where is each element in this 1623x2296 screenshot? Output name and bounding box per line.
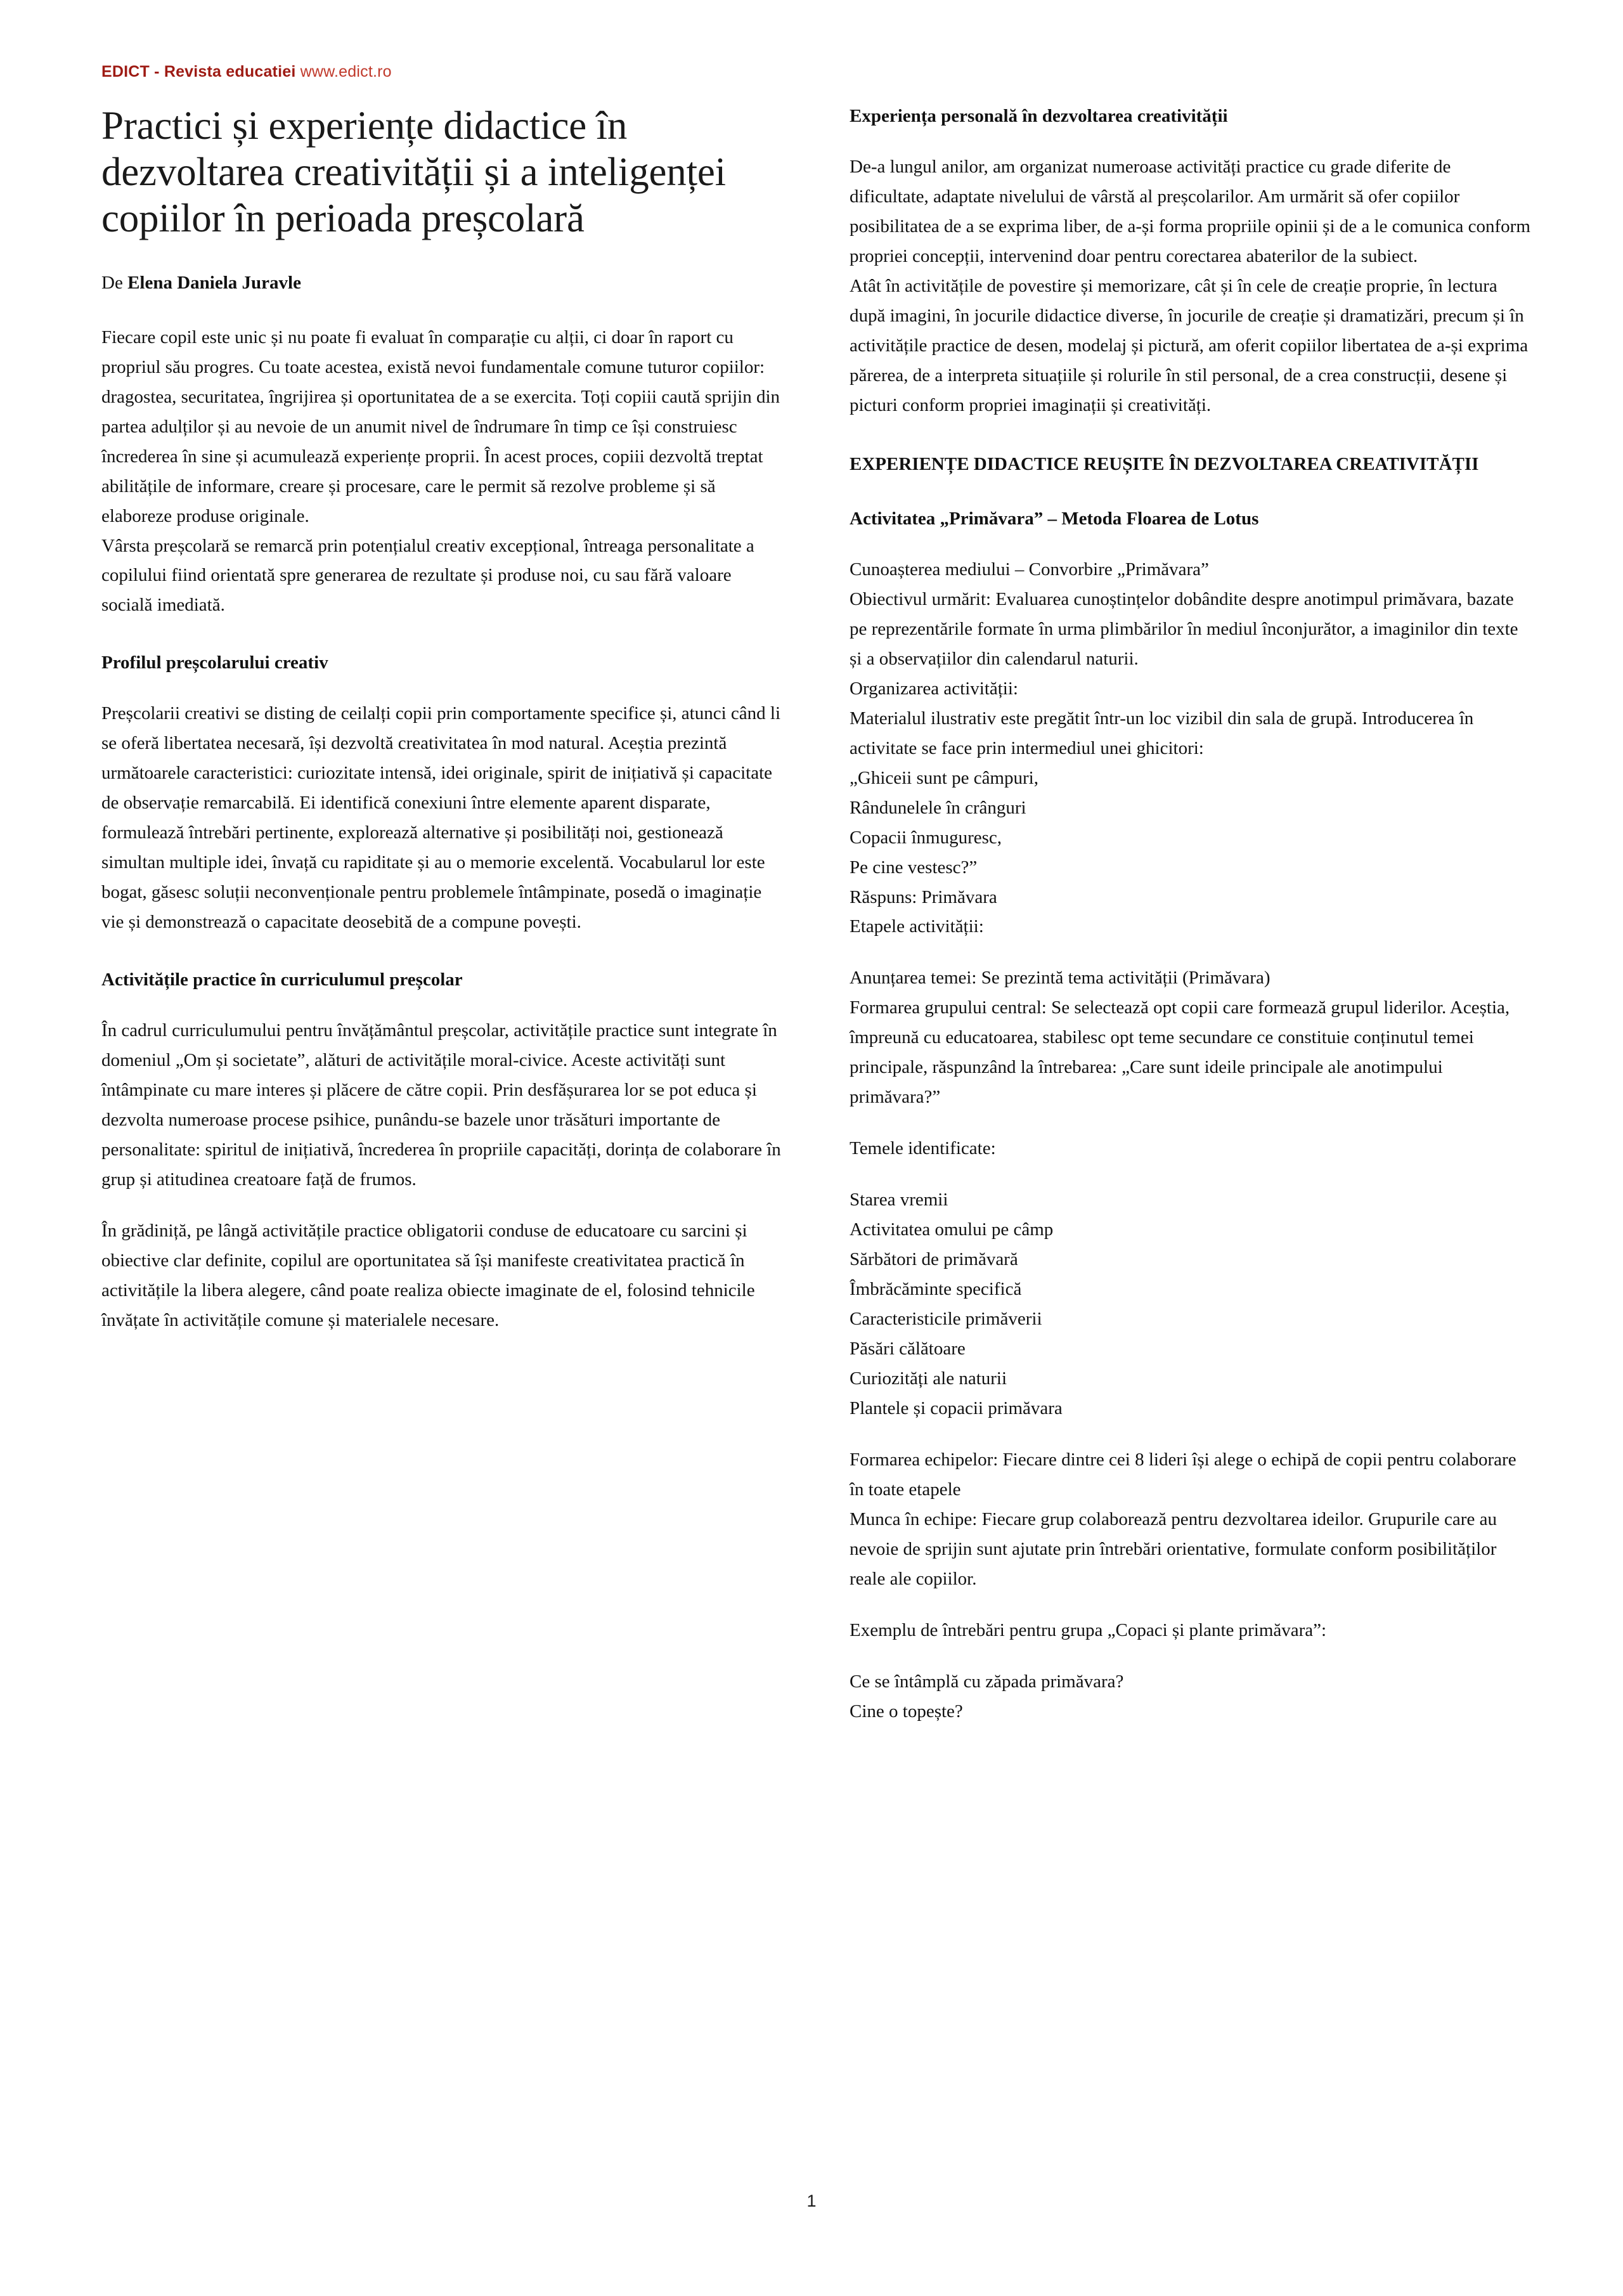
text-line: Starea vremii: [850, 1190, 948, 1210]
text-line: Materialul ilustrativ este pregătit într-un loc vizibil din sala de grupă. Introducerea în activitate se face prin intermediul unei ghicitori:: [850, 708, 1474, 758]
text-line: Formarea echipelor: Fiecare dintre cei 8 lideri își alege o echipă de copii pentru colaborare în toate etapele: [850, 1450, 1516, 1500]
two-column-layout: [101, 103, 1530, 1748]
block-echipe: [850, 1445, 1534, 1594]
paragraph-profil-1: Preșcolarii creativi se disting de ceilalți copii prin comportamente specifice și, atunci când li se oferă libertatea necesară, își dezvoltă creativitatea în mod natural. Aceștia prezintă următoarele caracteristici: curiozitate intensă, idei originale, spirit de inițiativă și capacitate de observație remarcabilă. Ei identifică conexiuni între elemente aparent disparate, formulează întrebări pertinente, explorează alternative și posibilități noi, gestionează simultan multiple idei, învață cu rapiditate și au o memorie excelentă. Vocabularul lor este bogat, găsesc soluții neconvenționale pentru problemele întâmpinate, posedă o imaginație vie și demonstrează o capacitate deosebită de a compune povești.: [101, 703, 781, 933]
text-line: Etapele activității:: [850, 916, 984, 937]
text-line: Formarea grupului central: Se selectează opt copii care formează grupul liderilor. Aceștia, împreună cu educatoarea, stabilesc opt teme secundare ce constituie conținutul temei principale, răspunzând la întrebarea: „Care sunt ideile principale ale anotimpului primăvara?”: [850, 997, 1510, 1108]
text-line: Activitatea omului pe câmp: [850, 1219, 1054, 1240]
text-line: Obiectivul urmărit: Evaluarea cunoștințelor dobândite despre anotimpul primăvara, bazate pe reprezentările formate în urma plimbărilor în mediul înconjurător, a imaginilor din texte și a observațiilor din calendarul naturii.: [850, 588, 1518, 669]
text-line: Anunțarea temei: Se prezintă tema activității (Primăvara): [850, 968, 1271, 989]
paragraph-activitati-1: În cadrul curriculumului pentru învățământul preșcolar, activitățile practice sunt integrate în domeniul „Om și societate”, alături de activitățile moral-civice. Aceste activități sunt întâmpinate cu mare interes și plăcere de către copii. Prin desfășurarea lor se pot educa și dezvolta numeroase procese psihice, punându-se bazele unor trăsături importante de personalitate: spiritul de inițiativă, încrederea în propriile capacități, dorința de colaborare în grup și atitudinea creatoare față de frumos.: [101, 1020, 781, 1190]
section-heading-activitati: Activitățile practice în curriculumul preșcolar: [101, 970, 463, 990]
subsection-heading-activitatea-primavara: Activitatea „Primăvara” – Metoda Floarea de Lotus: [850, 508, 1259, 529]
text-line: Organizarea activității:: [850, 678, 1018, 699]
page-title: Practici și experiențe didactice în dezvoltarea creativității și a inteligenței copiilor în perioada preșcolară: [101, 103, 726, 241]
block-etape: [850, 963, 1534, 1112]
right-column: [850, 103, 1534, 1748]
page-number: 1: [806, 2191, 817, 2210]
masthead: [101, 62, 1522, 81]
text-line: Copacii înmuguresc,: [850, 827, 1002, 848]
exemplu-label: [850, 1616, 1534, 1645]
text-line: Cine o topește?: [850, 1701, 963, 1722]
author-name: Elena Daniela Juravle: [127, 273, 301, 294]
text-line: Pe cine vestesc?”: [850, 857, 978, 878]
paragraph-experienta-1: De-a lungul anilor, am organizat numeroase activități practice cu grade diferite de dificultate, adaptate nivelului de vârstă al preșcolarilor. Am urmărit să ofer copiilor posibilitatea de a se exprima liber, de a-și forma propriile opinii și de a le comunica conform propriei concepții, intervenind doar pentru corectarea abaterilor de la subiect.: [850, 157, 1530, 266]
paragraph-intro-1: Fiecare copil este unic și nu poate fi evaluat în comparație cu alții, ci doar în raport cu propriul său progres. Cu toate acestea, există nevoi fundamentale comune tuturor copiilor: dragostea, securitatea, îngrijirea și oportunitatea de a se exercita. Toți copiii caută sprijin din partea adulților și au nevoie de un anumit nivel de îndrumare în timp ce își construiesc încrederea în sine și acumulează experiențe proprii. În acest proces, copiii dezvoltă treptat abilitățile de informare, creare și procesare, care le permit să rezolve probleme și să elaboreze produse originale.: [101, 327, 780, 526]
text-line: Răspuns: Primăvara: [850, 886, 997, 907]
paragraph-intro-2: Vârsta preșcolară se remarcă prin potențialul creativ excepțional, întreaga personalitate a copilului fiind orientată spre generarea de rezultate și produse noi, cu sau fără valoare socială imediată.: [101, 535, 754, 616]
text-line: Păsări călătoare: [850, 1339, 966, 1359]
exemplu-label-text: Exemplu de întrebări pentru grupa „Copaci și plante primăvara”:: [850, 1619, 1327, 1640]
text-line: Rândunelele în crânguri: [850, 797, 1026, 818]
publication-website[interactable]: www.edict.ro: [300, 63, 392, 81]
text-line: Curiozități ale naturii: [850, 1368, 1007, 1389]
publication-name: EDICT - Revista educatiei: [101, 63, 296, 81]
byline-prefix: De: [101, 273, 123, 294]
paragraph-activitati-2: În grădiniță, pe lângă activitățile practice obligatorii conduse de educatoare cu sarcini și obiective clar definite, copilul are oportunitatea să își manifeste creativitatea practică în activitățile la libera alegere, când poate realiza obiecte imaginate de el, folosind tehnicile învățate în activitățile comune și materialele necesare.: [101, 1221, 755, 1330]
exemplu-questions: [850, 1667, 1534, 1727]
spacer: [850, 1164, 1534, 1185]
teme-label: [850, 1134, 1534, 1164]
section-heading-profil: Profilul preșcolarului creativ: [101, 652, 328, 673]
block-obiectiv: [850, 555, 1534, 942]
paragraph-experienta-2: Atât în activitățile de povestire și memorizare, cât și în cele de creație proprie, în lectura după imagini, în jocurile didactice diverse, în jocurile de creație și dramatizări, precum și în activitățile practice de desen, modelaj și pictură, am oferit copiilor libertatea de a-și exprima părerea, de a interpreta situațiile și rolurile în stil personal, de a crea construcții, desene și picturi conform propriei imaginații și creativități.: [850, 275, 1529, 415]
text-line: Caracteristicile primăverii: [850, 1309, 1042, 1330]
text-line: „Ghiceii sunt pe câmpuri,: [850, 767, 1038, 788]
section-heading-experiente-caps: EXPERIENȚE DIDACTICE REUȘITE ÎN DEZVOLTAREA CREATIVITĂȚII: [850, 453, 1479, 474]
byline: [101, 269, 786, 297]
text-line: Ce se întâmplă cu zăpada primăvara?: [850, 1671, 1124, 1692]
text-line: Cunoașterea mediului – Convorbire „Primăvara”: [850, 559, 1209, 580]
text-line: Munca în echipe: Fiecare grup colaborează pentru dezvoltarea ideilor. Grupurile care au nevoie de sprijin sunt ajutate prin întrebări orientative, formulate conform posibilităților reale ale copiilor.: [850, 1508, 1497, 1589]
left-column: [101, 103, 786, 1357]
text-line: Îmbrăcăminte specifică: [850, 1279, 1022, 1300]
teme-label-text: Temele identificate:: [850, 1138, 996, 1159]
text-line: Sărbători de primăvară: [850, 1249, 1018, 1270]
section-heading-experienta: Experiența personală în dezvoltarea creativității: [850, 106, 1228, 126]
text-line: Plantele și copacii primăvara: [850, 1398, 1063, 1419]
teme-list: [850, 1185, 1534, 1424]
